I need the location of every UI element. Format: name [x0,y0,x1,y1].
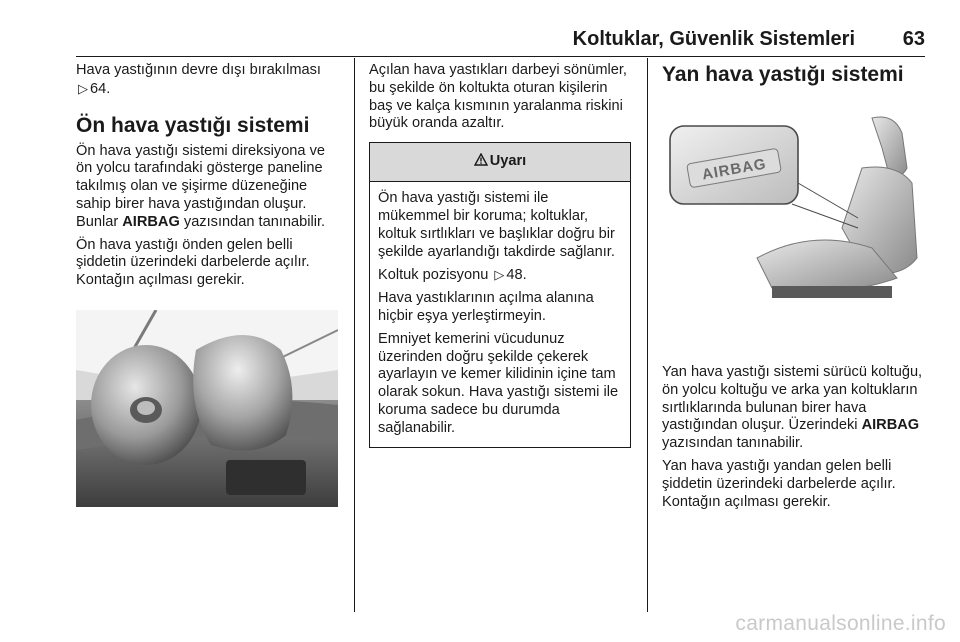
seat-position-text: Koltuk pozisyonu [378,267,489,284]
warning-triangle-icon [474,153,488,172]
page-header [76,28,925,56]
seat-airbag-label: AIRBAG [700,155,768,184]
warning-header [370,143,630,182]
warning-paragraph-4: Emniyet kemerini vücudunuz üzerinden doğru şekilde çekerek ayarlayın ve kemer kilidinin içine tam olarak sokun. Hava yastığı sistemi ile koruma sadece bu durumda sağlanabilir. [378,330,619,436]
warning-box [369,142,631,447]
column-divider-2 [647,58,648,612]
side-airbag-paragraph-2: Yan hava yastığı yandan gelen belli şiddetin üzerindeki darbelerde açılır. Kontağın açılması gerekir. [662,457,896,510]
side-airbag-heading: Yan hava yastığı sistemi [662,63,904,86]
side-airbag-text: Yan hava yastığı sistemi sürücü koltuğu, ön yolcu koltuğu ve arka yan koltukların sırtlıklarında bulunan birer hava yastığından oluşur. Üzerindeki [662,364,923,434]
deployment-paragraph: Açılan hava yastıkları darbeyi sönümler, bu şekilde ön koltukta oturan kişilerin baş ve kalça kısmının yaralanma riskini büyük oranda azaltır. [369,62,627,132]
airbag-label: AIRBAG [861,417,920,434]
warning-body [370,182,630,446]
front-airbag-paragraph-1 [76,143,338,232]
airbag-label: AIRBAG [122,213,180,230]
header-rule [76,56,925,57]
intro-reference[interactable]: 64. [90,80,111,97]
side-airbag-image [662,108,926,304]
warning-paragraph-1: Ön hava yastığı sistemi ile mükemmel bir koruma; koltuklar, koltuk sırtlıkları ve başlıklar doğru bir şekilde ayarlandığı takdirde sağlanır. [378,190,615,260]
warning-paragraph-3: Hava yastıklarının açılma alanına hiçbir eşya yerleştirmeyin. [378,290,594,324]
page-reference-icon: ▷ [78,80,88,96]
column-3 [662,62,927,516]
intro-paragraph [76,62,338,99]
side-airbag-paragraph-1 [662,364,927,453]
front-airbag-heading: Ön hava yastığı sistemi [76,113,310,137]
side-airbag-tail: yazısından tanınabilir. [662,435,804,452]
seat-position-reference[interactable]: 48. [506,267,527,284]
front-airbag-tail: yazısından tanınabilir. [183,213,326,230]
section-title: Koltuklar, Güvenlik Sistemleri [572,28,855,50]
watermark: carmanualsonline.info [735,612,946,635]
warning-paragraph-2 [378,266,622,285]
warning-title: Uyarı [489,153,527,170]
page-number: 63 [902,28,925,50]
column-2 [369,62,633,448]
column-1 [76,62,338,507]
front-airbag-text: Ön hava yastığı sistemi direksiyona ve ön yolcu tarafındaki gösterge paneline takılmış olan ve şişirme düzeneğine sahip birer hava yastığından oluşur. Bunlar [76,142,326,230]
front-airbag-paragraph-2: Ön hava yastığı önden gelen belli şiddetin üzerindeki darbelerde açılır. Kontağın açılması gerekir. [76,236,310,289]
front-airbag-image [76,310,338,507]
page-reference-icon: ▷ [494,267,505,283]
column-divider-1 [354,58,355,612]
intro-text: Hava yastığının devre dışı bırakılması [76,62,321,78]
